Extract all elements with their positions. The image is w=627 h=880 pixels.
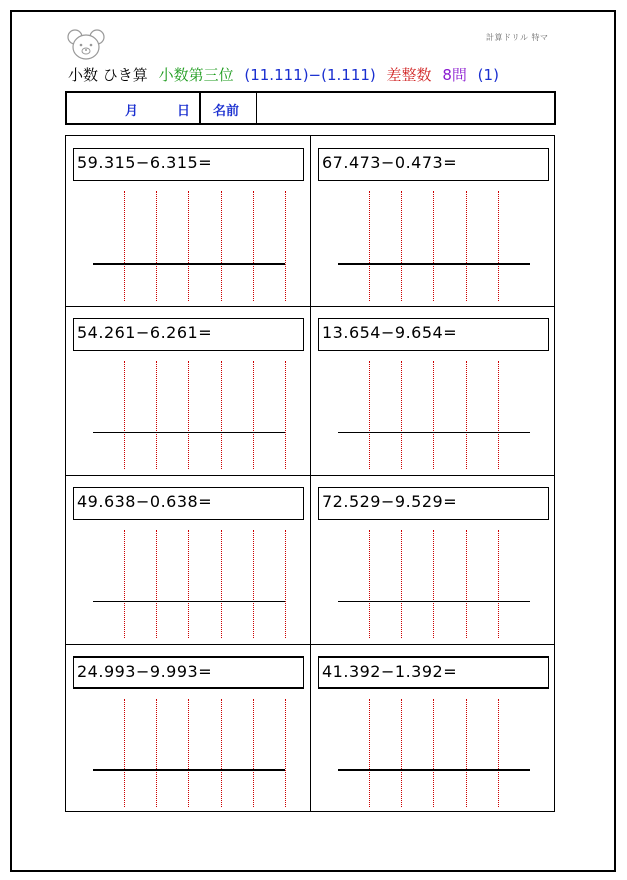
digit-guide-line [498, 191, 499, 301]
problem-expression: 13.654−9.654= [318, 318, 549, 351]
digit-guide-line [124, 699, 125, 807]
answer-line [338, 769, 530, 771]
digit-guide-line [401, 530, 402, 638]
digit-guide-line [253, 530, 254, 638]
problem-cell [311, 644, 555, 812]
problem-expression: 54.261−6.261= [73, 318, 304, 351]
digit-guide-line [253, 361, 254, 469]
digit-guide-line [188, 699, 189, 807]
problem-cell [311, 136, 555, 306]
problem-expression: 41.392−1.392= [318, 656, 549, 689]
problem-cell [66, 644, 310, 812]
answer-line [93, 601, 285, 602]
title-part-topic: 小数 ひき算 [68, 66, 148, 84]
answer-line [338, 263, 530, 265]
digit-guide-line [253, 191, 254, 301]
problem-expression: 24.993−9.993= [73, 656, 304, 689]
problem-cell [66, 475, 310, 644]
problem-cell [311, 306, 555, 475]
title-part-count: 8問 [442, 66, 467, 84]
digit-guide-line [285, 699, 286, 807]
problem-cell [66, 136, 310, 306]
digit-guide-line [466, 699, 467, 807]
answer-line [338, 432, 530, 433]
digit-guide-line [433, 361, 434, 469]
digit-guide-line [401, 361, 402, 469]
problem-cell [66, 306, 310, 475]
digit-guide-line [369, 530, 370, 638]
digit-guide-line [498, 699, 499, 807]
digit-guide-line [401, 699, 402, 807]
digit-guide-line [466, 530, 467, 638]
answer-line [93, 263, 285, 265]
digit-guide-line [221, 361, 222, 469]
digit-guide-line [221, 530, 222, 638]
digit-guide-line [124, 361, 125, 469]
digit-guide-line [124, 530, 125, 638]
digit-guide-line [466, 191, 467, 301]
day-label: 日 [177, 104, 191, 119]
digit-guide-line [369, 699, 370, 807]
digit-guide-line [156, 530, 157, 638]
digit-guide-line [369, 361, 370, 469]
name-date-row [65, 91, 556, 125]
digit-guide-line [285, 191, 286, 301]
digit-guide-line [188, 191, 189, 301]
digit-guide-line [188, 361, 189, 469]
name-label: 名前 [201, 93, 257, 123]
title-part-number: (1) [477, 66, 499, 84]
digit-guide-line [498, 361, 499, 469]
worksheet-title [68, 64, 505, 85]
digit-guide-line [156, 361, 157, 469]
bear-logo-icon [66, 28, 106, 62]
digit-guide-line [221, 191, 222, 301]
digit-guide-line [433, 191, 434, 301]
title-part-level: 小数第三位 [158, 66, 234, 84]
digit-guide-line [433, 530, 434, 638]
digit-guide-line [188, 530, 189, 638]
digit-guide-line [253, 699, 254, 807]
answer-line [93, 769, 285, 771]
problem-expression: 59.315−6.315= [73, 148, 304, 181]
problem-grid [65, 135, 555, 812]
digit-guide-line [221, 699, 222, 807]
digit-guide-line [401, 191, 402, 301]
name-field[interactable] [257, 93, 554, 123]
brand-label: 計算ドリル 特マ [486, 33, 549, 42]
title-part-format: (11.111)−(1.111) [244, 66, 376, 84]
digit-guide-line [369, 191, 370, 301]
title-part-type: 差整数 [386, 66, 432, 84]
problem-expression: 72.529−9.529= [318, 487, 549, 520]
date-field[interactable] [67, 93, 201, 123]
digit-guide-line [433, 699, 434, 807]
digit-guide-line [285, 530, 286, 638]
answer-line [93, 432, 285, 433]
digit-guide-line [156, 699, 157, 807]
problem-cell [311, 475, 555, 644]
digit-guide-line [466, 361, 467, 469]
problem-expression: 67.473−0.473= [318, 148, 549, 181]
digit-guide-line [498, 530, 499, 638]
month-label: 月 [125, 104, 139, 119]
digit-guide-line [285, 361, 286, 469]
digit-guide-line [156, 191, 157, 301]
digit-guide-line [124, 191, 125, 301]
problem-expression: 49.638−0.638= [73, 487, 304, 520]
answer-line [338, 601, 530, 602]
